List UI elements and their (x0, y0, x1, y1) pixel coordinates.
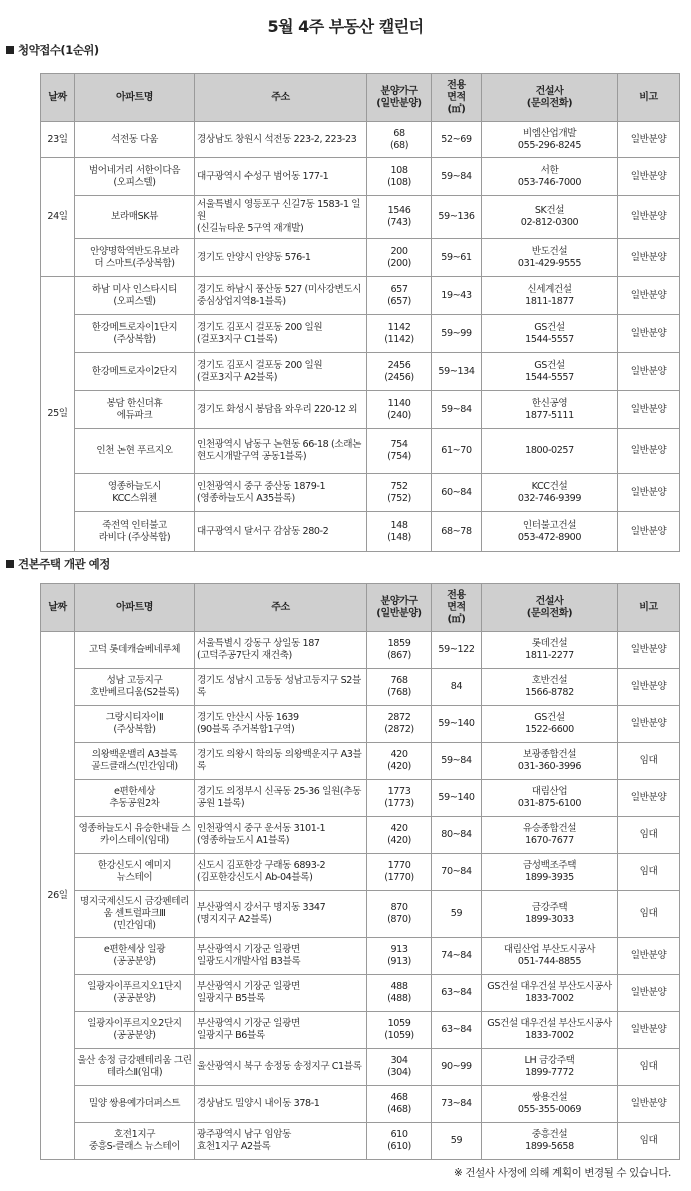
builder-cell: 중흥건설 1899-5658 (482, 1123, 618, 1160)
header-address: 주소 (195, 584, 367, 632)
table-row (41, 429, 680, 474)
table-row (41, 669, 680, 706)
units-cell: 754 (754) (367, 429, 432, 474)
builder-cell: 인터불고건설 053-472-8900 (482, 512, 618, 552)
address-cell: 부산광역시 강서구 명지동 3347 (명지지구 A2블록) (195, 891, 367, 938)
address-cell: 경기도 안산시 사동 1639 (90블록 주거복합1구역) (195, 706, 367, 743)
table-row (41, 938, 680, 975)
address-cell: 서울특별시 강동구 상일동 187 (고덕주공7단지 재건축) (195, 632, 367, 669)
builder-cell: LH 금강주택 1899-7772 (482, 1049, 618, 1086)
units-cell: 1773 (1773) (367, 780, 432, 817)
apartment-cell: 한강메트로자이2단지 (75, 353, 195, 391)
apartment-cell: 명지국제신도시 금강펜테리움 센트럴파크Ⅲ (민간임대) (75, 891, 195, 938)
apartment-cell: 범어네거리 서한이다음 (오피스텔) (75, 158, 195, 196)
address-cell: 대구광역시 달서구 감삼동 280-2 (195, 512, 367, 552)
area-cell: 59~84 (432, 743, 482, 780)
address-cell: 부산광역시 기장군 일광면 일광지구 B6블록 (195, 1012, 367, 1049)
address-cell: 부산광역시 기장군 일광면 일광도시개발사업 B3블록 (195, 938, 367, 975)
footnote: ※ 건설사 사정에 의해 계획이 변경될 수 있습니다. (453, 1167, 671, 1179)
table-row (41, 391, 680, 429)
note-cell: 일반분양 (618, 277, 680, 315)
address-cell: 인천광역시 중구 운서동 3101-1 (영종하늘도시 A1블록) (195, 817, 367, 854)
builder-cell: 호반건설 1566-8782 (482, 669, 618, 706)
builder-cell: KCC건설 032-746-9399 (482, 474, 618, 512)
address-cell: 대구광역시 수성구 범어동 177-1 (195, 158, 367, 196)
section-heading-subscription: 청약접수(1순위) (6, 42, 99, 58)
apartment-cell: 석전동 다움 (75, 122, 195, 158)
table-row (41, 632, 680, 669)
note-cell: 일반분양 (618, 196, 680, 239)
address-cell: 경기도 안양시 안양동 576-1 (195, 239, 367, 277)
table-row (41, 239, 680, 277)
table-row (41, 353, 680, 391)
area-cell: 70~84 (432, 854, 482, 891)
builder-cell: GS건설 1522-6600 (482, 706, 618, 743)
apartment-cell: 죽전역 인터불고 라비다 (주상복합) (75, 512, 195, 552)
units-cell: 468 (468) (367, 1086, 432, 1123)
note-cell: 임대 (618, 743, 680, 780)
table-row (41, 512, 680, 552)
note-cell: 임대 (618, 817, 680, 854)
units-cell: 768 (768) (367, 669, 432, 706)
units-cell: 2456 (2456) (367, 353, 432, 391)
area-cell: 59~84 (432, 391, 482, 429)
note-cell: 일반분양 (618, 1012, 680, 1049)
note-cell: 일반분양 (618, 391, 680, 429)
table-row (41, 277, 680, 315)
date-cell: 25일 (41, 277, 75, 552)
note-cell: 임대 (618, 854, 680, 891)
apartment-cell: 한강메트로자이1단지 (주상복합) (75, 315, 195, 353)
address-cell: 광주광역시 남구 임암동 효천1지구 A2블록 (195, 1123, 367, 1160)
apartment-cell: 울산 송정 금강펜테리움 그린테라스Ⅱ(임대) (75, 1049, 195, 1086)
table-row (41, 315, 680, 353)
units-cell: 108 (108) (367, 158, 432, 196)
builder-cell: 반도건설 031-429-9555 (482, 239, 618, 277)
area-cell: 59~61 (432, 239, 482, 277)
header-area: 전용 면적 (㎡) (432, 584, 482, 632)
header-note: 비고 (618, 74, 680, 122)
note-cell: 임대 (618, 1123, 680, 1160)
header-apartment: 아파트명 (75, 584, 195, 632)
note-cell: 일반분양 (618, 239, 680, 277)
units-cell: 913 (913) (367, 938, 432, 975)
note-cell: 일반분양 (618, 474, 680, 512)
units-cell: 148 (148) (367, 512, 432, 552)
area-cell: 68~78 (432, 512, 482, 552)
note-cell: 일반분양 (618, 780, 680, 817)
apartment-cell: 그랑시티자이Ⅱ (주상복합) (75, 706, 195, 743)
page-title: 5월 4주 부동산 캘린더 (267, 17, 424, 36)
note-cell: 일반분양 (618, 122, 680, 158)
apartment-cell: 하남 미사 인스타시티 (오피스텔) (75, 277, 195, 315)
apartment-cell: 안양명학역반도유보라 더 스마트(주상복합) (75, 239, 195, 277)
builder-cell: 보광종합건설 031-360-3996 (482, 743, 618, 780)
builder-cell: 1800-0257 (482, 429, 618, 474)
apartment-cell: e편한세상 추동공원2차 (75, 780, 195, 817)
address-cell: 경상남도 창원시 석전동 223-2, 223-23 (195, 122, 367, 158)
square-bullet-icon (6, 560, 14, 568)
table-row (41, 474, 680, 512)
area-cell: 90~99 (432, 1049, 482, 1086)
note-cell: 일반분양 (618, 512, 680, 552)
units-cell: 2872 (2872) (367, 706, 432, 743)
builder-cell: 금강주택 1899-3033 (482, 891, 618, 938)
table-row (41, 780, 680, 817)
address-cell: 경상남도 밀양시 내이동 378-1 (195, 1086, 367, 1123)
area-cell: 52~69 (432, 122, 482, 158)
note-cell: 일반분양 (618, 669, 680, 706)
table-row (41, 1086, 680, 1123)
units-cell: 1140 (240) (367, 391, 432, 429)
header-apartment: 아파트명 (75, 74, 195, 122)
table-row (41, 196, 680, 239)
note-cell: 일반분양 (618, 315, 680, 353)
note-cell: 일반분양 (618, 429, 680, 474)
area-cell: 59~134 (432, 353, 482, 391)
units-cell: 68 (68) (367, 122, 432, 158)
units-cell: 304 (304) (367, 1049, 432, 1086)
apartment-cell: 고덕 롯데캐슬베네루체 (75, 632, 195, 669)
builder-cell: 롯데건설 1811-2277 (482, 632, 618, 669)
apartment-cell: 성남 고등지구 호반베르디움(S2블록) (75, 669, 195, 706)
address-cell: 경기도 성남시 고등동 성남고등지구 S2블록 (195, 669, 367, 706)
builder-cell: GS건설 대우건설 부산도시공사 1833-7002 (482, 975, 618, 1012)
address-cell: 울산광역시 북구 송정동 송정지구 C1블록 (195, 1049, 367, 1086)
area-cell: 19~43 (432, 277, 482, 315)
note-cell: 일반분양 (618, 632, 680, 669)
units-cell: 1770 (1770) (367, 854, 432, 891)
builder-cell: 대림산업 부산도시공사 051-744-8855 (482, 938, 618, 975)
note-cell: 일반분양 (618, 706, 680, 743)
address-cell: 신도시 김포한강 구래동 6893-2 (김포한강신도시 Ab-04블록) (195, 854, 367, 891)
address-cell: 경기도 화성시 봉담읍 와우리 220-12 외 (195, 391, 367, 429)
date-cell: 26일 (41, 632, 75, 1160)
date-cell: 23일 (41, 122, 75, 158)
header-address: 주소 (195, 74, 367, 122)
note-cell: 임대 (618, 1049, 680, 1086)
units-cell: 1859 (867) (367, 632, 432, 669)
header-area: 전용 면적 (㎡) (432, 74, 482, 122)
address-cell: 경기도 김포시 걸포동 200 일원 (걸포3지구 C1블록) (195, 315, 367, 353)
apartment-cell: 봉담 한신더휴 에듀파크 (75, 391, 195, 429)
table-row (41, 1123, 680, 1160)
area-cell: 59~99 (432, 315, 482, 353)
table-row (41, 1012, 680, 1049)
builder-cell: 유승종합건설 1670-7677 (482, 817, 618, 854)
area-cell: 84 (432, 669, 482, 706)
units-cell: 752 (752) (367, 474, 432, 512)
table-row (41, 817, 680, 854)
builder-cell: 서한 053-746-7000 (482, 158, 618, 196)
area-cell: 59 (432, 1123, 482, 1160)
apartment-cell: 일광자이푸르지오2단지 (공공분양) (75, 1012, 195, 1049)
builder-cell: GS건설 1544-5557 (482, 315, 618, 353)
note-cell: 일반분양 (618, 158, 680, 196)
apartment-cell: 한강신도시 예미지 뉴스테이 (75, 854, 195, 891)
units-cell: 1546 (743) (367, 196, 432, 239)
builder-cell: 대림산업 031-875-6100 (482, 780, 618, 817)
header-builder: 건설사 (문의전화) (482, 74, 618, 122)
area-cell: 59~140 (432, 706, 482, 743)
units-cell: 488 (488) (367, 975, 432, 1012)
builder-cell: GS건설 1544-5557 (482, 353, 618, 391)
header-date: 날짜 (41, 584, 75, 632)
area-cell: 59~122 (432, 632, 482, 669)
note-cell: 일반분양 (618, 353, 680, 391)
area-cell: 60~84 (432, 474, 482, 512)
apartment-cell: 영종하늘도시 유승한내들 스카이스테이(임대) (75, 817, 195, 854)
address-cell: 경기도 하남시 풍산동 527 (미사강변도시 중심상업지역8-1블록) (195, 277, 367, 315)
units-cell: 1059 (1059) (367, 1012, 432, 1049)
area-cell: 63~84 (432, 1012, 482, 1049)
address-cell: 경기도 의왕시 학의동 의왕백운지구 A3블록 (195, 743, 367, 780)
area-cell: 80~84 (432, 817, 482, 854)
model-house-table (40, 583, 680, 1160)
area-cell: 73~84 (432, 1086, 482, 1123)
table-row (41, 854, 680, 891)
units-cell: 200 (200) (367, 239, 432, 277)
table-row (41, 891, 680, 938)
section-heading-model-house: 견본주택 개관 예정 (6, 556, 110, 572)
address-cell: 부산광역시 기장군 일광면 일광지구 B5블록 (195, 975, 367, 1012)
header-note: 비고 (618, 584, 680, 632)
table-row (41, 975, 680, 1012)
header-builder: 건설사 (문의전화) (482, 584, 618, 632)
square-bullet-icon (6, 46, 14, 54)
units-cell: 1142 (1142) (367, 315, 432, 353)
units-cell: 420 (420) (367, 743, 432, 780)
builder-cell: 금성백조주택 1899-3935 (482, 854, 618, 891)
subscription-table (40, 73, 680, 552)
table-row (41, 158, 680, 196)
note-cell: 일반분양 (618, 1086, 680, 1123)
area-cell: 63~84 (432, 975, 482, 1012)
builder-cell: 쌍용건설 055-355-0069 (482, 1086, 618, 1123)
units-cell: 610 (610) (367, 1123, 432, 1160)
table-row (41, 743, 680, 780)
units-cell: 420 (420) (367, 817, 432, 854)
address-cell: 경기도 김포시 걸포동 200 일원 (걸포3지구 A2블록) (195, 353, 367, 391)
units-cell: 870 (870) (367, 891, 432, 938)
address-cell: 인천광역시 남동구 논현동 66-18 (소래논현도시개발구역 공동1블록) (195, 429, 367, 474)
area-cell: 59~136 (432, 196, 482, 239)
apartment-cell: 의왕백운밸리 A3블록 골드클래스(민간임대) (75, 743, 195, 780)
builder-cell: 신세계건설 1811-1877 (482, 277, 618, 315)
apartment-cell: 일광자이푸르지오1단지 (공공분양) (75, 975, 195, 1012)
table-row (41, 706, 680, 743)
area-cell: 61~70 (432, 429, 482, 474)
date-cell: 24일 (41, 158, 75, 277)
table-row (41, 122, 680, 158)
apartment-cell: 호전1지구 중흥S-클래스 뉴스테이 (75, 1123, 195, 1160)
area-cell: 59~84 (432, 158, 482, 196)
apartment-cell: 보라매SK뷰 (75, 196, 195, 239)
header-units: 분양가구 (일반분양) (367, 74, 432, 122)
header-date: 날짜 (41, 74, 75, 122)
apartment-cell: 영종하늘도시 KCC스위첸 (75, 474, 195, 512)
apartment-cell: 밀양 쌍용예가더퍼스트 (75, 1086, 195, 1123)
builder-cell: 비엠산업개발 055-296-8245 (482, 122, 618, 158)
builder-cell: SK건설 02-812-0300 (482, 196, 618, 239)
note-cell: 임대 (618, 891, 680, 938)
address-cell: 서울특별시 영등포구 신길7동 1583-1 일원 (신길뉴타운 5구역 재개발) (195, 196, 367, 239)
note-cell: 일반분양 (618, 938, 680, 975)
units-cell: 657 (657) (367, 277, 432, 315)
area-cell: 74~84 (432, 938, 482, 975)
header-units: 분양가구 (일반분양) (367, 584, 432, 632)
apartment-cell: 인천 논현 푸르지오 (75, 429, 195, 474)
area-cell: 59~140 (432, 780, 482, 817)
note-cell: 일반분양 (618, 975, 680, 1012)
address-cell: 인천광역시 중구 중산동 1879-1 (영종하늘도시 A35블록) (195, 474, 367, 512)
apartment-cell: e편한세상 일광 (공공분양) (75, 938, 195, 975)
builder-cell: GS건설 대우건설 부산도시공사 1833-7002 (482, 1012, 618, 1049)
area-cell: 59 (432, 891, 482, 938)
table-row (41, 1049, 680, 1086)
builder-cell: 한신공영 1877-5111 (482, 391, 618, 429)
address-cell: 경기도 의정부시 신곡동 25-36 일원(추동공원 1블록) (195, 780, 367, 817)
